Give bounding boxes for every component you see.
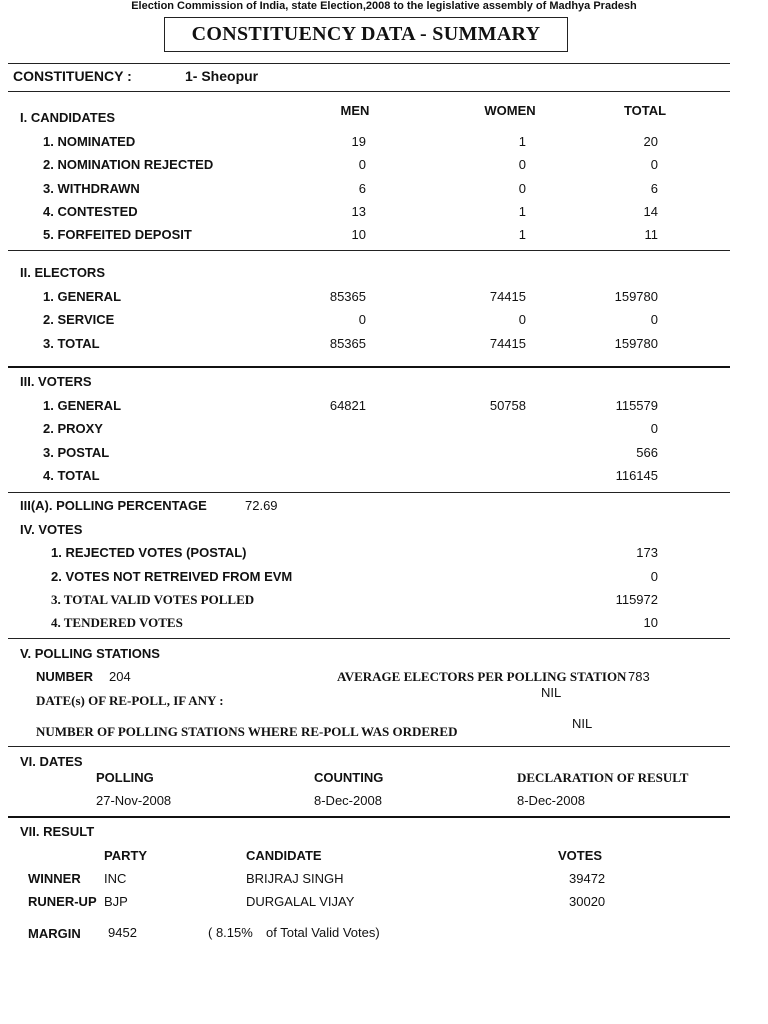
voters-row-total: 566 <box>636 444 658 460</box>
electors-row-total: 159780 <box>614 289 658 304</box>
section-heading-dates: VI. DATES <box>20 754 83 769</box>
repoll-count-label: NUMBER OF POLLING STATIONS WHERE RE-POLL WAS ORDERED <box>36 724 458 739</box>
rejected-votes-label: 1. REJECTED VOTES (POSTAL) <box>51 545 247 560</box>
col-header-total: TOTAL <box>623 103 667 118</box>
candidates-row-women: 0 <box>518 157 526 173</box>
candidates-row-men: 10 <box>351 227 366 243</box>
voters-row-label: 4. TOTAL <box>43 467 100 483</box>
candidates-row-men: 19 <box>351 134 366 149</box>
candidates-row-label: 2. NOMINATION REJECTED <box>43 157 214 173</box>
candidates-row-men: 0 <box>358 157 366 173</box>
candidates-row-label: 4. CONTESTED <box>43 203 138 219</box>
winner-party: INC <box>104 871 127 886</box>
margin-suffix: of Total Valid Votes) <box>266 925 380 940</box>
voters-row-label: 2. PROXY <box>43 421 103 437</box>
voters-row-label: 1. GENERAL <box>43 398 122 413</box>
document-subtitle: Election Commission of India, state Election,2008 to the legislative assembly of Madhya Pradesh <box>131 0 637 12</box>
total-valid-votes-label: 3. TOTAL VALID VOTES POLLED <box>51 592 255 607</box>
col-header-women: WOMEN <box>484 103 536 118</box>
candidates-row-total: 6 <box>650 180 658 196</box>
runner-up-label: RUNER-UP <box>28 894 97 909</box>
divider <box>8 816 730 818</box>
candidates-row-label: 3. WITHDRAWN <box>43 180 140 196</box>
polling-station-number-label: NUMBER <box>36 669 94 684</box>
runner-up-votes: 30020 <box>569 894 606 909</box>
candidates-row-total: 14 <box>643 203 658 219</box>
electors-row-women: 74415 <box>489 335 526 351</box>
candidates-row-women: 1 <box>518 134 526 149</box>
margin-value: 9452 <box>108 925 137 940</box>
runner-up-candidate: DURGALAL VIJAY <box>246 894 355 909</box>
counting-date-label: COUNTING <box>314 770 384 785</box>
candidates-row-label: 1. NOMINATED <box>43 134 136 149</box>
voters-row-label: 3. POSTAL <box>43 444 110 460</box>
margin-label: MARGIN <box>28 926 81 941</box>
runner-up-party: BJP <box>104 894 128 909</box>
voters-row-total: 116145 <box>615 467 658 483</box>
divider <box>8 91 730 92</box>
avg-electors-value: 783 <box>628 669 650 684</box>
repoll-dates-value: NIL <box>541 685 562 700</box>
result-candidate-header: CANDIDATE <box>246 848 322 863</box>
divider <box>8 638 730 639</box>
electors-row-women: 74415 <box>489 289 526 304</box>
total-valid-votes-value: 115972 <box>615 592 658 607</box>
tendered-votes-label: 4. TENDERED VOTES <box>51 615 183 630</box>
repoll-count-value: NIL <box>572 716 593 731</box>
polling-percentage-value: 72.69 <box>245 498 278 513</box>
polling-date-label: POLLING <box>96 770 154 785</box>
divider <box>8 746 730 747</box>
repoll-dates-label: DATE(s) OF RE-POLL, IF ANY : <box>36 693 224 708</box>
votes-not-retrieved-label: 2. VOTES NOT RETREIVED FROM EVM <box>51 569 293 584</box>
electors-row-men: 0 <box>358 312 366 328</box>
candidates-row-women: 0 <box>518 180 526 196</box>
divider <box>8 492 730 493</box>
candidates-row-total: 11 <box>644 227 658 243</box>
constituency-value: 1- Sheopur <box>185 68 259 84</box>
polling-station-number-value: 204 <box>109 669 131 684</box>
result-votes-header: VOTES <box>558 848 603 863</box>
candidates-row-total: 0 <box>650 157 658 173</box>
rejected-votes-value: 173 <box>636 545 658 560</box>
declaration-date-label: DECLARATION OF RESULT <box>517 770 689 785</box>
winner-label: WINNER <box>28 871 81 886</box>
col-header-men: MEN <box>340 103 370 118</box>
avg-electors-label: AVERAGE ELECTORS PER POLLING STATION <box>337 669 627 684</box>
candidates-row-total: 20 <box>643 134 658 149</box>
candidates-row-men: 6 <box>358 180 366 196</box>
electors-row-men: 85365 <box>329 289 366 304</box>
electors-row-label: 1. GENERAL <box>43 289 122 304</box>
electors-row-men: 85365 <box>329 335 366 351</box>
electors-row-total: 159780 <box>614 335 658 351</box>
electors-row-label: 2. SERVICE <box>43 312 115 328</box>
electors-row-total: 0 <box>650 312 658 328</box>
voters-row-total: 115579 <box>615 398 658 413</box>
electors-row-women: 0 <box>518 312 526 328</box>
candidates-row-label: 5. FORFEITED DEPOSIT <box>43 227 192 243</box>
section-heading-polling-stations: V. POLLING STATIONS <box>20 646 160 661</box>
winner-votes: 39472 <box>569 871 606 886</box>
voters-row-women: 50758 <box>489 398 526 413</box>
section-heading-result: VII. RESULT <box>20 824 95 839</box>
polling-percentage-label: III(A). POLLING PERCENTAGE <box>20 498 207 513</box>
declaration-date-value: 8-Dec-2008 <box>517 793 585 808</box>
result-party-header: PARTY <box>104 848 148 863</box>
section-heading-votes: IV. VOTES <box>20 522 83 537</box>
counting-date-value: 8-Dec-2008 <box>314 793 382 808</box>
votes-not-retrieved-value: 0 <box>650 569 658 584</box>
margin-percent: ( 8.15% <box>208 925 253 940</box>
electors-row-label: 3. TOTAL <box>43 335 100 351</box>
section-heading-electors: II. ELECTORS <box>20 265 105 280</box>
candidates-row-men: 13 <box>351 203 366 219</box>
winner-candidate: BRIJRAJ SINGH <box>246 871 344 886</box>
polling-date-value: 27-Nov-2008 <box>96 793 172 808</box>
tendered-votes-value: 10 <box>643 615 658 630</box>
divider <box>8 63 730 64</box>
voters-row-total: 0 <box>650 421 658 437</box>
candidates-row-women: 1 <box>518 227 526 243</box>
section-heading-voters: III. VOTERS <box>20 374 92 389</box>
divider <box>8 366 730 368</box>
constituency-label: CONSTITUENCY : <box>13 68 132 84</box>
candidates-row-women: 1 <box>518 203 526 219</box>
voters-row-men: 64821 <box>329 398 366 413</box>
divider <box>8 250 730 251</box>
document-title: CONSTITUENCY DATA - SUMMARY <box>164 17 568 52</box>
section-heading-candidates: I. CANDIDATES <box>20 110 116 125</box>
